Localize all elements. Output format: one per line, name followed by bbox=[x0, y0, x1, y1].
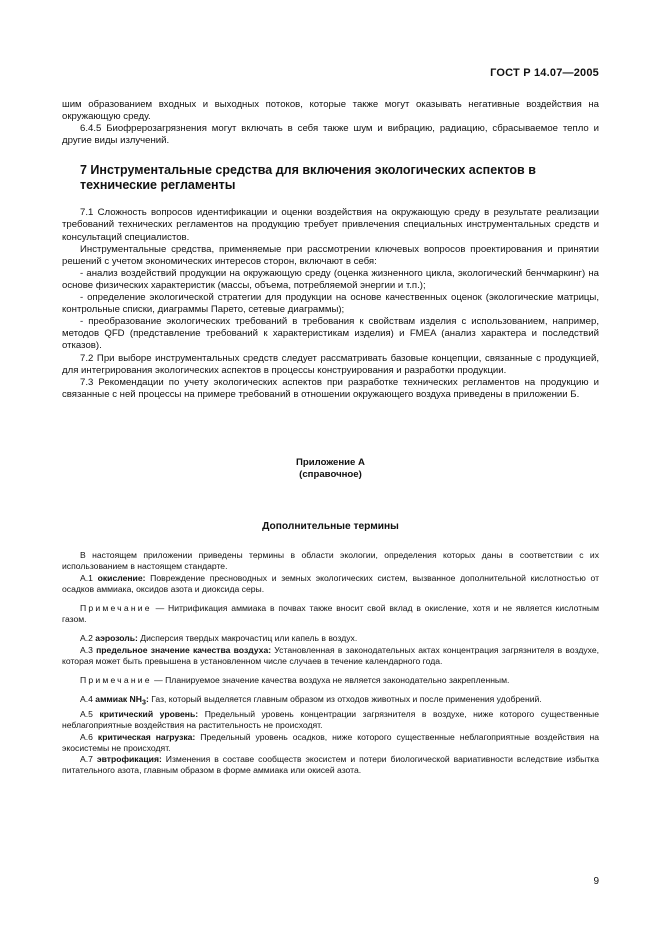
term-a6 bbox=[62, 732, 599, 754]
term-definition: Повреждение пресноводных и земных экологических систем, вызванное дополнительной кислотностью от осадков аммиака, оксидов азота и диоксида серы. bbox=[62, 572, 600, 594]
paragraph-6-4-5: 6.4.5 Биофрерозагрязнения могут включать в себя также шум и вибрацию, радиацию, сбрасываемое тепло и другие виды излучений. bbox=[62, 123, 599, 147]
note-1 bbox=[62, 603, 599, 625]
term-number: А.6 bbox=[80, 731, 93, 742]
document-code-header: ГОСТ Р 14.07—2005 bbox=[490, 67, 599, 79]
paragraph-tools-intro: Инструментальные средства, применяемые при рассмотрении ключевых вопросов проектирования и принятии решений с учетом экономических интересов сторон, включают в себя: bbox=[62, 243, 599, 267]
appendix-body bbox=[62, 550, 599, 776]
section-7-title: 7 Инструментальные средства для включения экологических аспектов в технические регламенты bbox=[80, 163, 536, 193]
term-definition: Предельный уровень концентрации загрязнителя в воздухе, ниже которого существенные неблагоприятные воздействия на растительность не происходят. bbox=[62, 709, 600, 731]
subscript: 3 bbox=[141, 698, 146, 707]
term-a1 bbox=[62, 573, 599, 595]
note-label: Примечание bbox=[80, 674, 152, 685]
term-name: аэрозоль: bbox=[95, 633, 138, 644]
page-number: 9 bbox=[593, 876, 599, 887]
term-number: А.4 bbox=[80, 694, 93, 705]
term-definition: Газ, который выделяется главным образом из отходов животных и после применения удобрений. bbox=[151, 694, 542, 705]
note-text: — Планируемое значение качества воздуха не является законодательно закрепленным. bbox=[154, 674, 510, 685]
term-a4 bbox=[62, 694, 599, 709]
term-name: эвтрофикация: bbox=[96, 753, 162, 764]
list-item-strategy: - определение экологической стратегии для продукции на основе качественных оценок (экологические матрицы, контрольные списки, диаграммы Парето, сетевые диаграммы); bbox=[62, 292, 599, 316]
term-name: окисление: bbox=[97, 572, 146, 583]
appendix-intro: В настоящем приложении приведены термины в области экологии, определения которых даны в соответствии с их использованием в настоящем стандарте. bbox=[62, 550, 599, 572]
note-2 bbox=[62, 675, 599, 686]
term-a3 bbox=[62, 645, 599, 667]
term-name: критический уровень: bbox=[99, 709, 199, 720]
term-a7 bbox=[62, 754, 599, 776]
appendix-title: Дополнительные термины bbox=[262, 521, 399, 533]
term-definition: Изменения в составе сообществ экосистем и потери биологической вариативности вследствие избытка питательного азота, главным образом в форме аммиака или окисей азота. bbox=[62, 753, 600, 776]
term-definition: Дисперсия твердых макрочастиц или капель в воздух. bbox=[140, 633, 358, 644]
appendix-label: Приложение А bbox=[296, 456, 365, 468]
appendix-kind: (справочное) bbox=[299, 468, 362, 480]
page-content bbox=[62, 99, 599, 776]
term-name: аммиак $NH_3$: bbox=[95, 694, 149, 707]
term-number: А.3 bbox=[80, 644, 93, 655]
term-a5 bbox=[62, 709, 599, 731]
note-label: Примечание bbox=[80, 602, 152, 613]
paragraph-7-1: 7.1 Сложность вопросов идентификации и оценки воздействия на окружающую среду в результате реализации требований технических регламентов на продукцию требует привлечения специальных инструментальных средств и консультаций специалистов. bbox=[62, 207, 599, 243]
term-name: критическая нагрузка: bbox=[97, 731, 196, 742]
term-definition: Установленная в законодательных актах концентрация загрязнителя в воздухе, которая может быть превышена в установленном числе случаев в течение календарного года. bbox=[62, 644, 600, 666]
paragraph-7-2: 7.2 При выборе инструментальных средств следует рассматривать базовые концепции, связанные с продукцией, для интегрирования экологических аспектов в процессы конструирования и разработки продукции. bbox=[62, 352, 599, 376]
paragraph-continued: шим образованием входных и выходных потоков, которые также могут оказывать негативные воздействия на окружающую среду. bbox=[62, 99, 599, 123]
term-number: А.2 bbox=[80, 633, 93, 644]
list-item-analysis: - анализ воздействий продукции на окружающую среду (оценка жизненного цикла, экологический бенчмаркинг) на основе физических характеристик (массы, объема, потребляемой энергии и т.п.); bbox=[62, 267, 599, 291]
term-definition: Предельный уровень осадков, ниже которого существенные неблагоприятные воздействия на экосистемы не происходят. bbox=[62, 731, 600, 753]
term-number: А.7 bbox=[80, 753, 93, 764]
term-number: А.5 bbox=[80, 709, 93, 720]
term-number: А.1 bbox=[80, 572, 93, 583]
term-a2 bbox=[62, 633, 599, 644]
list-item-transformation: - преобразование экологических требований в требования к свойствам изделия с использованием, например, методов QFD (представление требований к характеристикам изделия) и FMEA (анализ характера и последствий отказов). bbox=[62, 316, 599, 352]
note-text: — Нитрификация аммиака в почвах также вносит свой вклад в окисление, хотя и не является кислотным газом. bbox=[62, 602, 599, 625]
term-name: предельное значение качества воздуха: bbox=[96, 644, 272, 655]
paragraph-7-3: 7.3 Рекомендации по учету экологических аспектов при разработке технических регламентов на продукцию и связанные с ней процессы на примере требований в отношении окружающего воздуха приведены в приложении Б. bbox=[62, 376, 599, 400]
